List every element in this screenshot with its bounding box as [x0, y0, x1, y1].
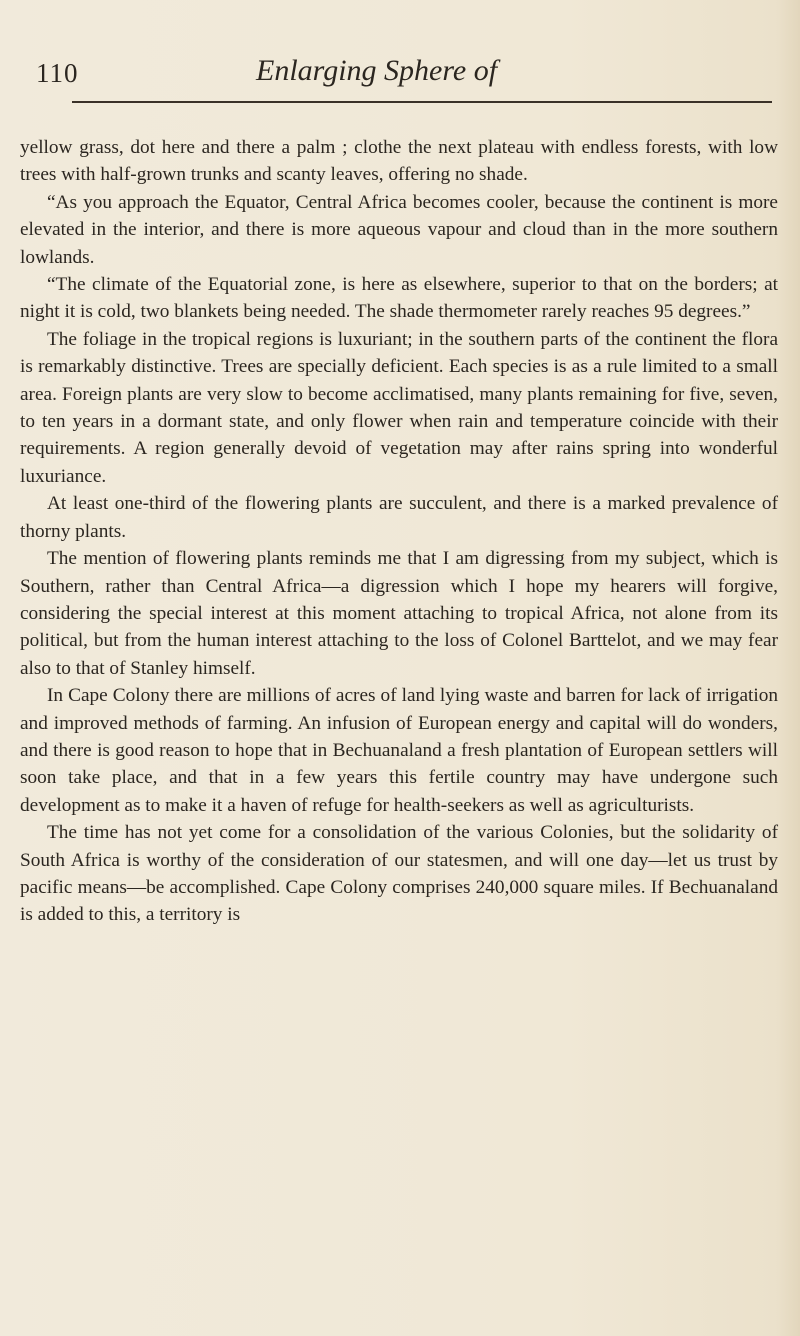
- page-number: 110: [36, 58, 79, 88]
- paragraph: “As you approach the Equator, Central Africa becomes cooler, because the continent is more elevated in the interior, and there is more aqueous vapour and cloud than in the more southern lowlands.: [20, 191, 778, 268]
- paragraph: At least one-third of the flowering plants are succulent, and there is a marked prevalence of thorny plants.: [20, 493, 778, 542]
- paragraph: “The climate of the Equatorial zone, is here as elsewhere, superior to that on the borders; at night it is cold, two blankets being needed. The shade thermometer rarely reaches 95 degrees.”: [20, 274, 778, 323]
- paragraph: The time has not yet come for a consolidation of the various Colonies, but the solidarity of South Africa is worthy of the consideration of our statesmen, and will one day—let us trust by pacific means—be accomplished. Cape Colony comprises 240,000 square miles. If Bechuanaland is added to this, a territory is: [20, 822, 778, 926]
- paragraph: yellow grass, dot here and there a palm ; clothe the next plateau with endless forests, with low trees with half-grown trunks and scanty leaves, offering no shade.: [20, 137, 778, 186]
- running-title: Enlarging Sphere of: [256, 54, 498, 87]
- page-header: [36, 54, 776, 98]
- body-text: [20, 134, 778, 929]
- paragraph: The mention of flowering plants reminds me that I am digressing from my subject, which is Southern, rather than Central Africa—a digression which I hope my hearers will forgive, considering the special interest at this moment attaching to tropical Africa, not alone from its political, but from the human interest attaching to the loss of Colonel Barttelot, and we may fear also to that of Stanley himself.: [20, 548, 778, 679]
- paragraph: In Cape Colony there are millions of acres of land lying waste and barren for lack of irrigation and improved methods of farming. An infusion of European energy and capital will do wonders, and there is good reason to hope that in Bechuanaland a fresh plantation of European settlers will soon take place, and that in a few years this fertile country may have undergone such development as to make it a haven of refuge for health-seekers as well as agriculturists.: [20, 685, 778, 816]
- paragraph: The foliage in the tropical regions is luxuriant; in the southern parts of the continent the flora is remarkably distinctive. Trees are specially deficient. Each species is as a rule limited to a small area. Foreign plants are very slow to become acclimatised, many plants remaining for five, seven, to ten years in a dormant state, and only flower when rain and temperature coincide with their requirements. A region generally devoid of vegetation may after rains spring into wonderful luxuriance.: [20, 328, 778, 487]
- header-rule: [72, 101, 772, 103]
